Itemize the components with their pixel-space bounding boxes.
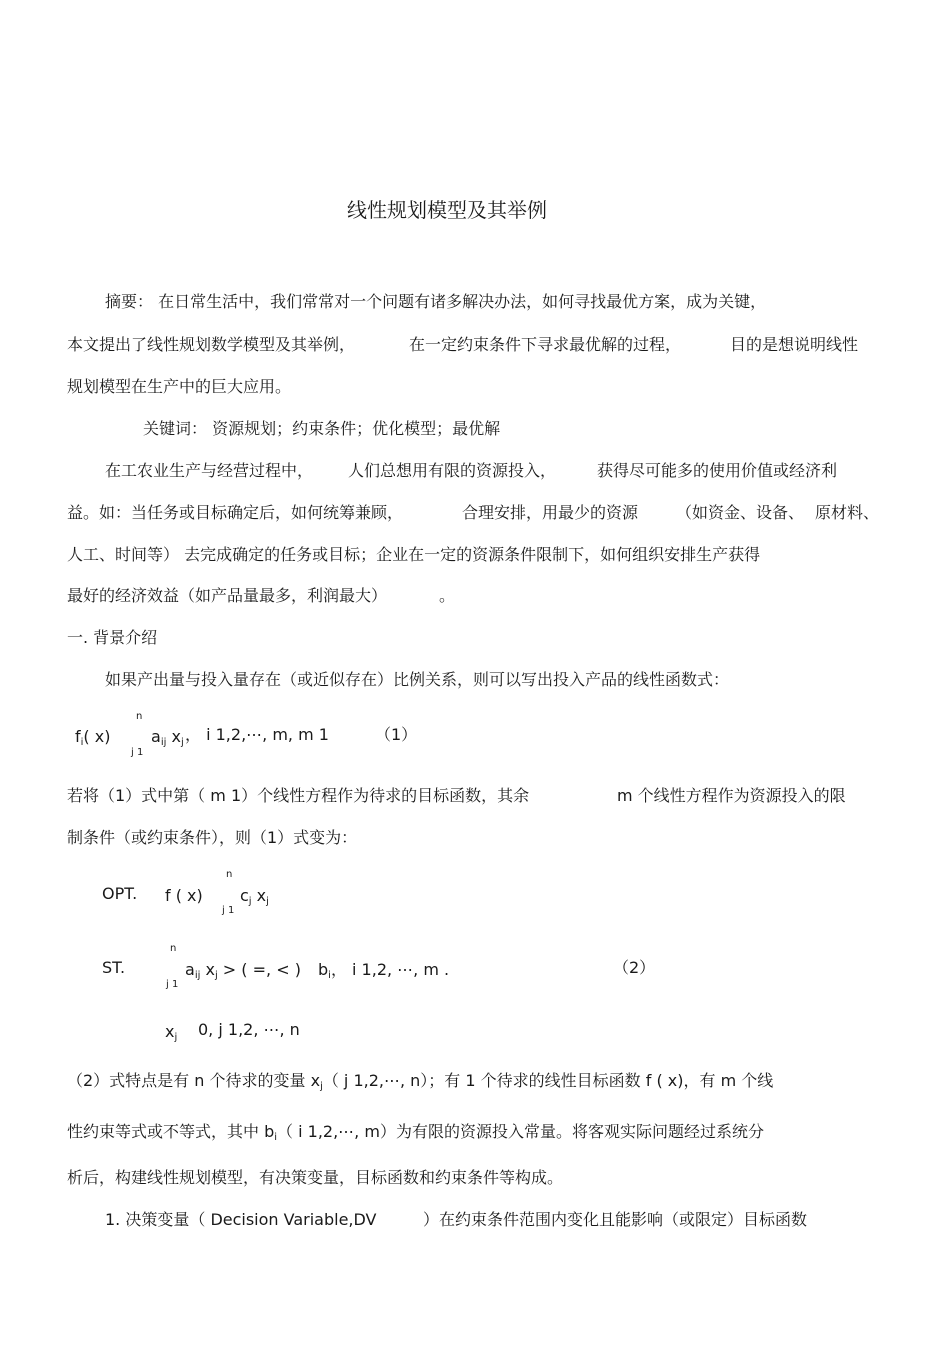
para2-line-1b: m 个线性方程作为资源投入的限 (617, 786, 846, 805)
para3-line-3: 析后，构建线性规划模型，有决策变量，目标函数和约束条件等构成。 (67, 1168, 564, 1187)
para2-line-2: 制条件（或约束条件），则（1）式变为： (67, 828, 358, 847)
opt-term: $c_j$ $x_j$ (240, 886, 269, 907)
keywords: 关键词： 资源规划；约束条件；优化模型；最优解 (143, 419, 501, 438)
section-heading: 一. 背景介绍 (67, 628, 158, 647)
intro-line-2a: 益。如：当任务或目标确定后，如何统筹兼顾， (67, 503, 404, 522)
abstract-line-1: 摘要： 在日常生活中，我们常常对一个问题有诸多解决办法，如何寻找最优方案，成为关键， (105, 292, 767, 311)
st-label: ST. (102, 958, 126, 977)
st-sum-lower: j 1 (166, 979, 179, 990)
opt-sum-upper: n (226, 869, 233, 880)
st-number: （2） (613, 958, 656, 977)
eq1-number: （1） (375, 725, 418, 744)
abstract-line-2c: 目的是想说明线性 (730, 335, 859, 354)
intro-line-1b: 人们总想用有限的资源投入， (348, 461, 557, 480)
para3-line-1: （2）式特点是有 n 个待求的变量 $x_j$（ j 1,2,⋯, n）；有 1 个待求的线性目标函数 f ( x)，有 m 个线 (67, 1071, 774, 1092)
eq1-range: ， i 1,2,⋯, m, m 1 (185, 725, 329, 744)
st-term: $a_{ij}$ $x_j$ > ( =, < ) (185, 960, 301, 981)
intro-line-4a: 最好的经济效益（如产品量最多，利润最大） (67, 586, 388, 605)
eq1-sum-upper: n (136, 711, 143, 722)
abstract-line-2a: 本文提出了线性规划数学模型及其举例， (67, 335, 356, 354)
intro-line-1a: 在工农业生产与经营过程中， (105, 461, 314, 480)
intro-line-3: 人工、时间等） 去完成确定的任务或目标；企业在一定的资源条件限制下，如何组织安排生产获得 (67, 545, 761, 564)
page-title: 线性规划模型及其举例 (347, 198, 547, 222)
opt-label: OPT. (102, 884, 138, 903)
nonneg-var: $x_j$ (165, 1022, 178, 1043)
abstract-line-3: 规划模型在生产中的巨大应用。 (67, 377, 292, 396)
intro-line-2c: （如资金、设备、 (676, 503, 805, 522)
eq1-lhs: $f_i$( x) (75, 727, 111, 748)
abstract-line-2b: 在一定约束条件下寻求最优解的过程， (409, 335, 682, 354)
eq1-sum-lower: j 1 (131, 747, 144, 758)
para2-line-1a: 若将（1）式中第（ m 1）个线性方程作为待求的目标函数，其余 (67, 786, 530, 805)
intro-line-4b: 。 (439, 586, 456, 605)
item1-b: ）在约束条件范围内变化且能影响（或限定）目标函数 (423, 1210, 808, 1229)
para3-line-2: 性约束等式或不等式，其中 $b_i$（ i 1,2,⋯, m）为有限的资源投入常量。将客观实际问题经过系统分 (67, 1122, 764, 1143)
intro-line-2b: 合理安排，用最少的资源 (462, 503, 639, 522)
item1-a: 1. 决策变量（ Decision Variable,DV (105, 1210, 377, 1229)
opt-function: f ( x) (165, 886, 203, 905)
background-paragraph: 如果产出量与投入量存在（或近似存在）比例关系，则可以写出投入产品的线性函数式： (105, 670, 730, 689)
intro-line-1c: 获得尽可能多的使用价值或经济利 (597, 461, 838, 480)
st-sum-upper: n (170, 943, 177, 954)
nonneg-range: 0, j 1,2, ⋯, n (198, 1020, 300, 1039)
opt-sum-lower: j 1 (222, 905, 235, 916)
intro-line-2d: 原材料、 (815, 503, 880, 522)
eq1-term: $a_{ij}$ $x_j$ (151, 727, 184, 748)
st-rhs: $b_i$， i 1,2, ⋯, m . (318, 960, 450, 981)
